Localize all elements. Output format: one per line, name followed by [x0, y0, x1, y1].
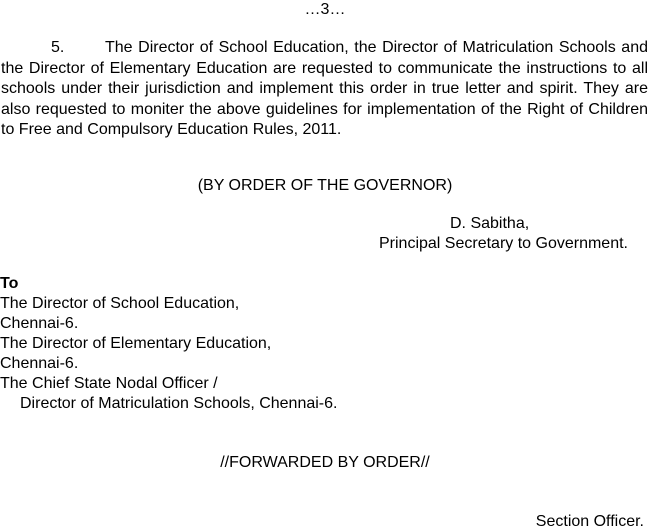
signatory-name: D. Sabitha,	[450, 215, 530, 232]
recipient-line: The Director of Elementary Education,	[0, 335, 272, 352]
page-number: …3…	[304, 1, 346, 18]
to-heading: To	[0, 275, 19, 292]
paragraph-text: The Director of School Education, the Director of Matriculation Schools and the Director of Elementary Education are requested to communicate the instructions to all schools under their jurisdiction and implement this order in true letter and spirit. They are also requested to moniter the above guidelines for implementation of the Right of Children to Free and Compulsory Education Rules, 2011.	[1, 39, 648, 138]
order-line: (BY ORDER OF THE GOVERNOR)	[197, 177, 453, 194]
recipient-line: Chennai-6.	[0, 355, 79, 372]
recipient-line: The Chief State Nodal Officer /	[0, 375, 218, 392]
paragraph-number: 5.	[51, 39, 65, 56]
forwarded-by-order: //FORWARDED BY ORDER//	[220, 454, 430, 471]
signatory-title: Principal Secretary to Government.	[379, 235, 628, 252]
paragraph-5	[1, 38, 648, 141]
recipient-line: The Director of School Education,	[0, 295, 240, 312]
section-officer: Section Officer.	[535, 513, 644, 530]
recipient-line: Director of Matriculation Schools, Chennai-6.	[20, 395, 338, 412]
recipient-line: Chennai-6.	[0, 315, 79, 332]
